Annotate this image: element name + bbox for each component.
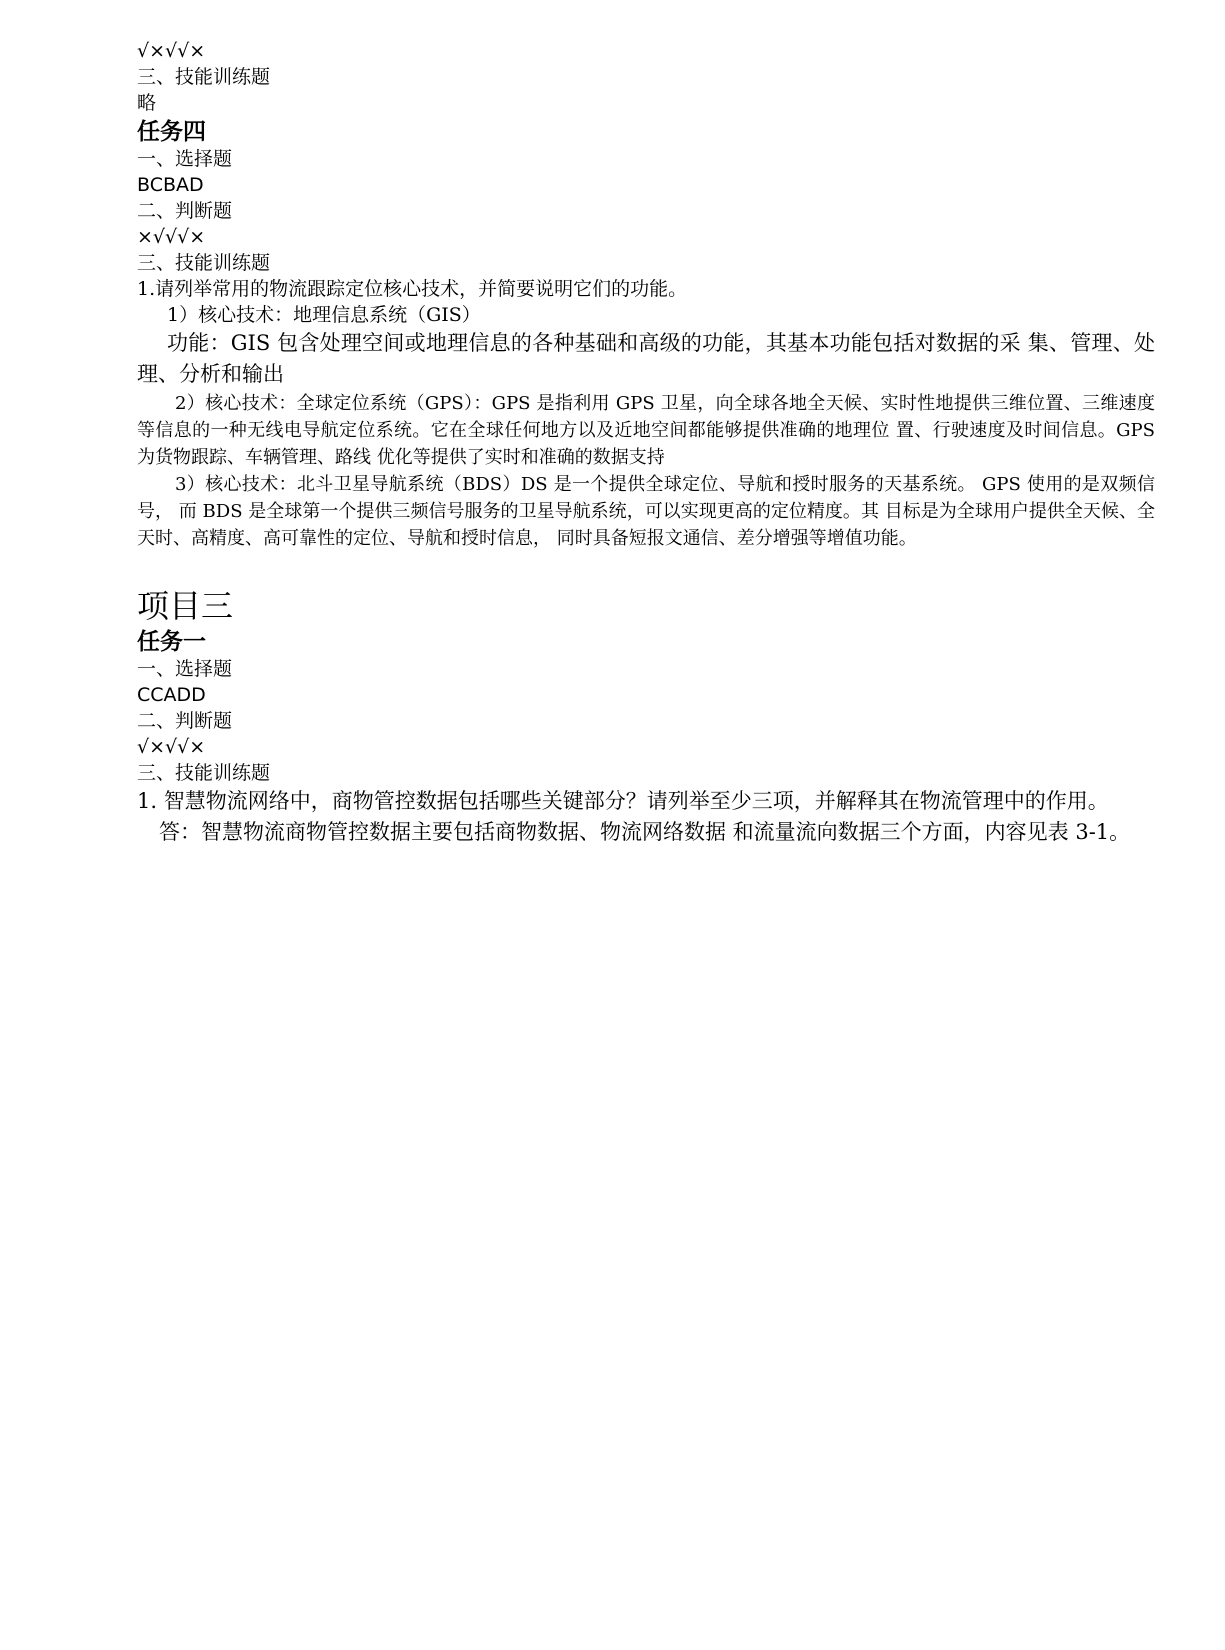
- skills-answer: 略: [137, 92, 157, 114]
- project3-skills-heading: 三、技能训练题: [137, 762, 271, 784]
- task4-tech2-paragraph: 2）核心技术：全球定位系统（GPS）：GPS 是指利用 GPS 卫星，向全球各地全天候、实时性地提供三维位置、三维速度等信息的一种无线电导航定位系统。它在全球任何地方以及近地空间都能够提供准确的地理位 置、行驶速度及时间信息。GPS 为货物跟踪、车辆管理、路线 优化等提供了实时和准确的数据支持: [137, 393, 1155, 468]
- task4-judge-answers: ×√√√×: [137, 226, 206, 248]
- task4-judge-heading: 二、判断题: [137, 200, 233, 222]
- task4-choice-answers: BCBAD: [137, 174, 204, 196]
- project3-heading: 项目三: [137, 587, 234, 625]
- judge-answers-line: √×√√×: [137, 40, 206, 62]
- project3-task1-heading: 任务一: [137, 628, 206, 655]
- task4-tech1-function: 功能：GIS 包含处理空间或地理信息的各种基础和高级的功能，其基本功能包括对数据的采 集、管理、处理、分析和输出: [137, 331, 1155, 386]
- project3-question: 1. 智慧物流网络中，商物管控数据包括哪些关键部分？请列举至少三项，并解释其在物流管理中的作用。: [137, 789, 1109, 813]
- task4-choice-heading: 一、选择题: [137, 148, 233, 170]
- task4-tech3-paragraph: 3）核心技术：北斗卫星导航系统（BDS）DS 是一个提供全球定位、导航和授时服务的天基系统。 GPS 使用的是双频信号， 而 BDS 是全球第一个提供三频信号服务的卫星导航系统，可以实现更高的定位精度。其 目标是为全球用户提供全天候、全天时、高精度、高可靠性的定位、导航和授时信息， 同时具备短报文通信、差分增强等增值功能。: [137, 474, 1155, 549]
- task4-tech1-title: 1）核心技术：地理信息系统（GIS）: [167, 304, 481, 326]
- project3-judge-answers: √×√√×: [137, 736, 206, 758]
- project3-answer: 答：智慧物流商物管控数据主要包括商物数据、物流网络数据 和流量流向数据三个方面，内容见表 3-1。: [159, 820, 1131, 844]
- skills-heading: 三、技能训练题: [137, 66, 271, 88]
- task4-heading: 任务四: [137, 118, 206, 145]
- task4-skills-heading: 三、技能训练题: [137, 252, 271, 274]
- project3-judge-heading: 二、判断题: [137, 710, 233, 732]
- project3-choice-answers: CCADD: [137, 684, 206, 706]
- task4-question: 1.请列举常用的物流跟踪定位核心技术，并简要说明它们的功能。: [137, 278, 688, 300]
- document-page: [137, 38, 1155, 848]
- project3-choice-heading: 一、选择题: [137, 658, 233, 680]
